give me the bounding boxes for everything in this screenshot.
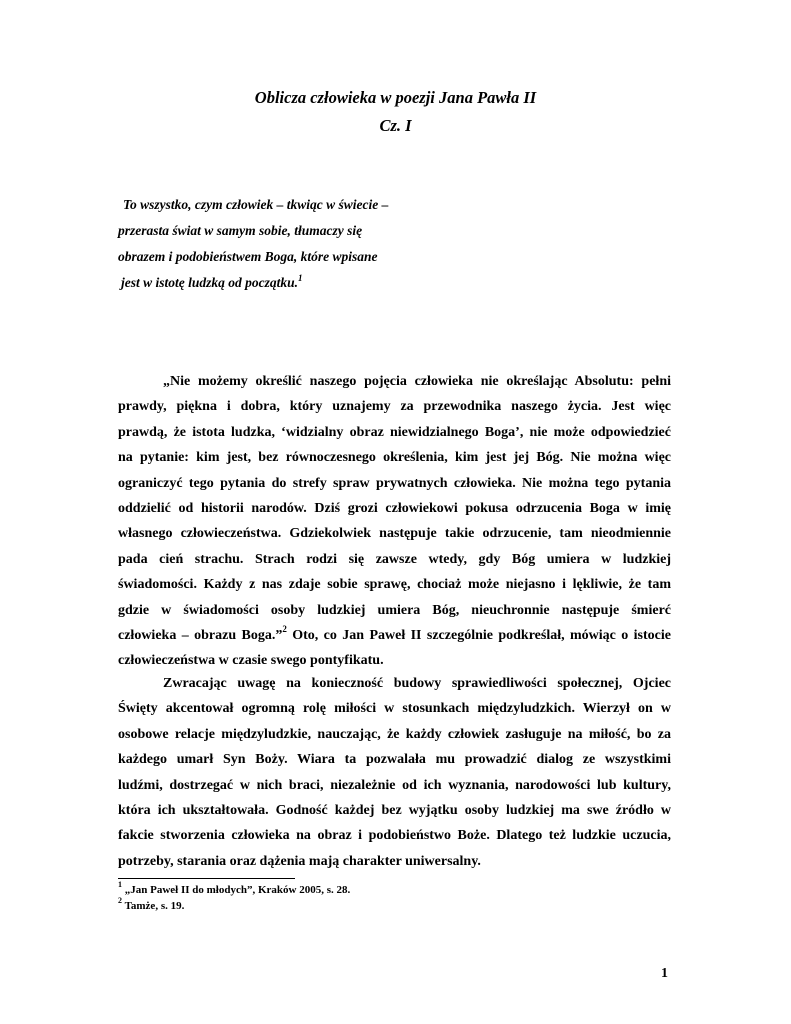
paragraph-line: która ich ukształtowała. Godność każdej bez wyjątku osoby ludzkiej ma swe źródło w [118, 803, 671, 819]
motto-quote [118, 192, 438, 296]
footnotes [118, 882, 350, 914]
paragraph-line: Zwracając uwagę na konieczność budowy sprawiedliwości społecznej, Ojciec [163, 676, 671, 691]
footnote-ref: 2 [282, 624, 287, 635]
paragraph-line [118, 623, 671, 648]
page-number: 1 [661, 966, 668, 981]
paragraph-line: człowieczeństwa w czasie swego pontyfikatu. [118, 653, 384, 669]
paragraph-line: Święty akcentował ogromną rolę miłości w stosunkach międzyludzkich. Wierzył on w [118, 701, 671, 717]
quote-end-text: człowieka – obrazu Boga.” [118, 628, 283, 644]
motto-line: To wszystko, czym człowiek – tkwiąc w świecie – [123, 197, 389, 212]
paragraph-line: fakcie stworzenia człowieka na obraz i podobieństwo Boże. Dlatego też ludzkie uczucia, [118, 828, 671, 844]
footnote [118, 898, 350, 914]
motto-line: obrazem i podobieństwem Boga, które wpisane [118, 249, 378, 264]
paragraph-line: na pytanie: kim jest, bez równoczesnego określenia, kim jest jej Bóg. Nie można więc [118, 450, 671, 466]
motto-line: przerasta świat w samym sobie, tłumaczy się [118, 223, 363, 238]
paragraph-line: gdzie w świadomości osoby ludzkiej umiera Bóg, nieuchronnie następuje śmierć [118, 602, 671, 618]
paragraph-line: świadomości. Każdy z nas zdaje sobie sprawę, chociaż może niejasno i lękliwie, że tam [118, 577, 671, 593]
footnote-text: „Jan Paweł II do młodych”, Kraków 2005, s. 28. [124, 884, 351, 896]
footnote-number: 1 [118, 880, 122, 890]
paragraph-line: prawdą, że istota ludzka, ‘widzialny obraz niewidzialnego Boga’, nie może odpowiedzieć [118, 424, 671, 440]
paragraph-line: potrzeby, starania oraz dążenia mają charakter uniwersalny. [118, 853, 481, 869]
footnote [118, 882, 350, 898]
document-title: Oblicza człowieka w poezji Jana Pawła II [254, 88, 537, 107]
paragraph-2 [118, 671, 671, 874]
footnote-number: 2 [118, 896, 122, 906]
footnote-separator [118, 878, 295, 879]
paragraph-1 [118, 369, 671, 674]
paragraph-line: każdego umarł Syn Boży. Wiara ta pozwalała mu prowadzić dialog ze wszystkimi [118, 752, 671, 768]
footnote-ref: 1 [298, 272, 303, 283]
document-part-label: Cz. I [379, 116, 412, 135]
paragraph-line: oddzielić od historii narodów. Dziś grozi człowiekowi pokusa odrzucenia Boga w imię [118, 501, 671, 517]
paragraph-line: prawdy, piękna i dobra, który uznajemy za przewodnika naszego życia. Jest więc [118, 399, 671, 415]
paragraph-line: ograniczyć tego pytania do strefy spraw prywatnych człowieka. Nie można tego pytania [118, 475, 671, 491]
motto-line-text: jest w istotę ludzką od początku. [121, 275, 299, 290]
paragraph-text: Oto, co Jan Paweł II szczególnie podkreślał, mówiąc o istocie [286, 628, 671, 644]
paragraph-line: pada cień strachu. Strach rodzi się zawsze wtedy, gdy Bóg umiera w ludzkiej [118, 551, 671, 567]
footnote-text: Tamże, s. 19. [124, 900, 185, 912]
paragraph-line: ludźmi, dostrzegać w nich braci, niezależnie od ich wyznania, narodowości lub kultury, [118, 777, 671, 793]
paragraph-line: własnego człowieczeństwa. Gdziekolwiek następuje takie odrzucenie, tam nieodmiennie [118, 526, 671, 542]
paragraph-line: osobowe relacje międzyludzkie, nauczając, że każdy człowiek zasługuje na miłość, bo za [118, 726, 671, 742]
paragraph-line: „Nie możemy określić naszego pojęcia człowieka nie określając Absolutu: pełni [163, 374, 671, 389]
motto-line-last [118, 270, 438, 296]
